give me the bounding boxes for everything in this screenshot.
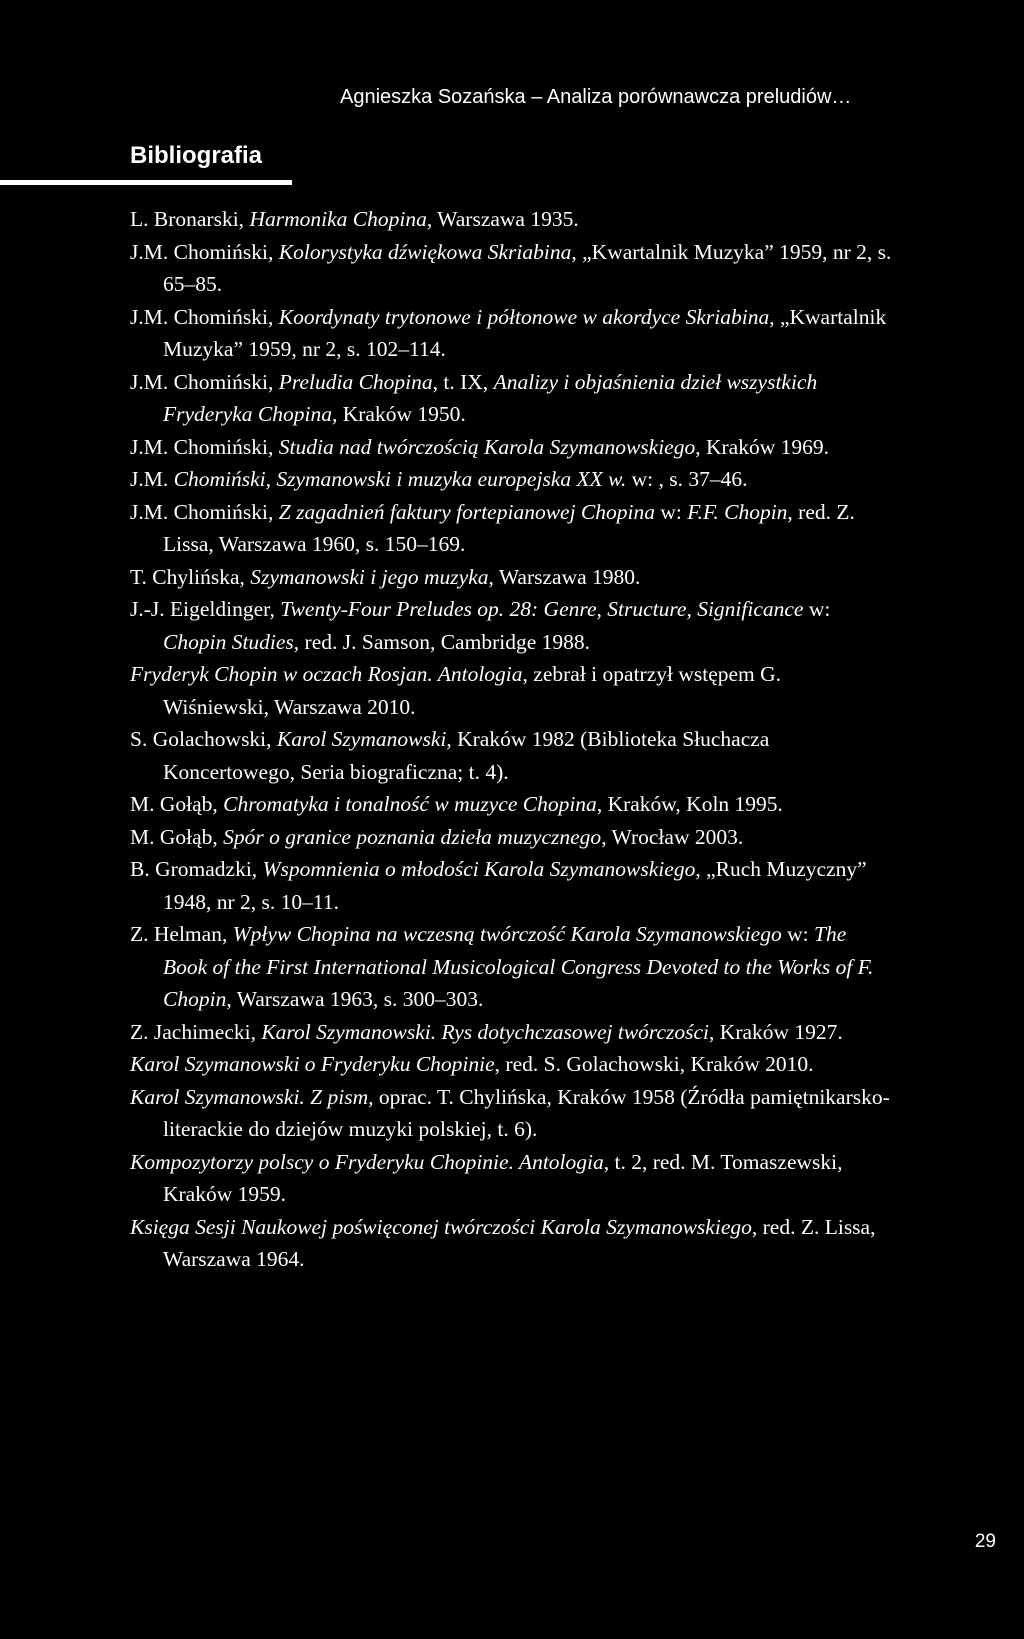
bib-details: , red. S. Golachowski, Kraków 2010.: [494, 1052, 814, 1076]
bibliography-entry: [130, 561, 892, 594]
bib-title: Chromatyka i tonalność w muzyce Chopina: [223, 792, 597, 816]
bib-title: Wspomnienia o młodości Karola Szymanowskiego: [262, 857, 696, 881]
bib-author: B. Gromadzki,: [130, 857, 263, 881]
bib-author: Z. Jachimecki,: [130, 1019, 262, 1044]
bibliography-entry: [130, 788, 892, 821]
bib-title: Spór o granice poznania dzieła muzycznego: [223, 824, 602, 849]
bibliography-entry: [130, 853, 892, 918]
bib-author: J.M. Chomiński,: [130, 304, 279, 329]
bib-author: M. Gołąb,: [130, 824, 224, 849]
bibliography-entry: [130, 431, 892, 464]
bib-details: , Kraków 1969.: [695, 434, 829, 459]
bib-details: , red. Z. Lissa, Warszawa 1964.: [163, 1214, 876, 1271]
title-underline-rule: [0, 180, 292, 185]
bib-title: Księga Sesji Naukowej poświęconej twórczości Karola Szymanowskiego: [130, 1214, 752, 1239]
bib-details: , Kraków 1950.: [331, 402, 466, 426]
bib-title: Szymanowski i jego muzyka: [250, 564, 489, 589]
bib-details: , Warszawa 1963, s. 300–303.: [226, 987, 484, 1011]
bib-title: Karol Szymanowski: [276, 727, 447, 751]
bib-title: The Book of the First International Musicological Congress Devoted to the Works of F. Chopin: [163, 922, 874, 1011]
bibliography-entry: [130, 1081, 892, 1146]
bib-title: Analizy i objaśnienia dzieł wszystkich Fryderyka Chopina: [163, 369, 818, 426]
bib-details: , t. 2, red. M. Tomaszewski, Kraków 1959.: [163, 1149, 843, 1206]
bib-details: , Kraków 1927.: [709, 1019, 843, 1044]
bib-title: Preludia Chopina: [278, 369, 433, 394]
page-number: 29: [974, 1531, 996, 1552]
bib-title: Chopin Studies: [163, 629, 294, 654]
bib-author: J.M. Chomiński,: [130, 369, 279, 394]
bib-title: Twenty-Four Preludes op. 28: Genre, Structure, Significance: [280, 597, 804, 621]
bibliography-entry: [130, 1048, 892, 1081]
bib-details: w:: [781, 922, 814, 946]
bibliography-entry: [130, 301, 892, 366]
bib-details: , Kraków 1982 (Biblioteka Słuchacza Koncertowego, Seria biograficzna; t. 4).: [163, 727, 770, 784]
bib-title: Kolorystyka dźwiękowa Skriabina: [278, 239, 572, 264]
bib-details: , red. J. Samson, Cambridge 1988.: [293, 629, 590, 654]
bib-title: F.F. Chopin: [687, 499, 788, 524]
bib-author: M. Gołąb,: [130, 792, 224, 816]
bib-details: , „Kwartalnik Muzyka” 1959, nr 2, s. 102–114.: [163, 304, 887, 361]
bib-title: Harmonika Chopina: [249, 207, 427, 231]
bib-details: , Warszawa 1980.: [488, 564, 641, 589]
bibliography-entry: [130, 593, 892, 658]
bib-title: Chomiński, Szymanowski i muzyka europejska XX w.: [173, 467, 627, 491]
bib-author: J.M. Chomiński,: [130, 434, 279, 459]
bib-author: Z. Helman,: [130, 922, 233, 946]
bib-title: Fryderyk Chopin w oczach Rosjan. Antologia: [130, 662, 523, 686]
bibliography-entry: [130, 463, 892, 496]
bib-details: , „Ruch Muzyczny” 1948, nr 2, s. 10–11.: [163, 857, 867, 914]
bibliography-entry: [130, 723, 892, 788]
bib-details: , zebrał i opatrzył wstępem G. Wiśniewski, Warszawa 2010.: [163, 662, 782, 719]
bib-details: , Wrocław 2003.: [601, 824, 744, 849]
bib-details: w:: [655, 499, 688, 524]
bib-title: Karol Szymanowski o Fryderyku Chopinie: [130, 1052, 495, 1076]
bibliography-entry: [130, 203, 892, 236]
bib-details: , „Kwartalnik Muzyka” 1959, nr 2, s. 65–85.: [163, 239, 892, 296]
bibliography-entry: [130, 496, 892, 561]
bib-title: Karol Szymanowski. Z pism: [130, 1084, 369, 1109]
bib-title: Koordynaty trytonowe i półtonowe w akordyce Skriabina: [278, 304, 770, 329]
bibliography-entry: [130, 1016, 892, 1049]
bib-author: L. Bronarski,: [130, 207, 250, 231]
bib-title: Kompozytorzy polscy o Fryderyku Chopinie. Antologia: [130, 1149, 604, 1174]
bibliography-entry: [130, 1211, 892, 1276]
bib-author: J.M. Chomiński,: [130, 239, 279, 264]
bib-details: , Kraków, Koln 1995.: [596, 792, 783, 816]
bib-author: S. Golachowski,: [130, 727, 277, 751]
bib-details: w:: [803, 597, 831, 621]
bib-details: , oprac. T. Chylińska, Kraków 1958 (Źródła pamiętnikarsko-literackie do dziejów muzyki polskiej, t. 6).: [163, 1084, 890, 1141]
bib-details: , Warszawa 1935.: [426, 207, 579, 231]
bib-author: J.-J. Eigeldinger,: [130, 597, 281, 621]
bib-title: Z zagadnień faktury fortepianowej Chopina: [278, 499, 655, 524]
bib-details: , t. IX,: [432, 369, 494, 394]
running-header: Agnieszka Sozańska – Analiza porównawcza preludiów…: [340, 86, 852, 108]
bibliography-entry: [130, 918, 892, 1016]
bib-title: Studia nad twórczością Karola Szymanowskiego: [278, 434, 696, 459]
bib-details: , red. Z. Lissa, Warszawa 1960, s. 150–169.: [163, 499, 855, 556]
bibliography-list: [130, 203, 892, 1276]
bib-author: J.M. Chomiński,: [130, 499, 279, 524]
section-title: Bibliografia: [130, 142, 263, 169]
bibliography-entry: [130, 366, 892, 431]
bib-details: w: , s. 37–46.: [626, 467, 748, 491]
bibliography-entry: [130, 236, 892, 301]
bibliography-entry: [130, 821, 892, 854]
bibliography-entry: [130, 658, 892, 723]
bib-title: Karol Szymanowski. Rys dotychczasowej twórczości: [261, 1019, 710, 1044]
bibliography-entry: [130, 1146, 892, 1211]
bib-title: Wpływ Chopina na wczesną twórczość Karola Szymanowskiego: [232, 922, 782, 946]
bib-author: J.M.: [130, 467, 174, 491]
bib-author: T. Chylińska,: [130, 564, 251, 589]
